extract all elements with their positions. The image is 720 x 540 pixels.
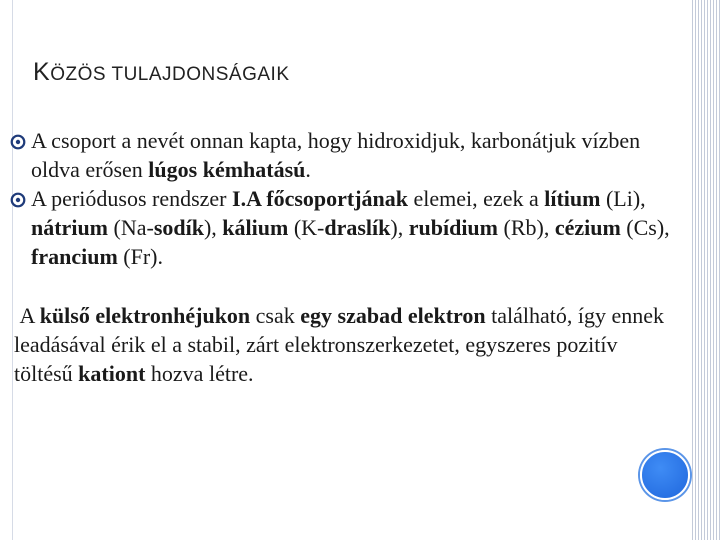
info-paragraph <box>10 301 670 388</box>
bullet-2-part: ), <box>390 215 409 240</box>
bullet-1-part: A csoport a nevét onnan kapta, hogy hidroxidjuk, karbonátjuk vízben oldva erősen <box>31 128 641 182</box>
bullet-item-1 <box>10 126 670 184</box>
bullet-1-bold: lúgos kémhatású <box>148 157 306 182</box>
bullet-2-part: ), <box>203 215 223 240</box>
paragraph-bold: kationt <box>78 361 146 386</box>
bullet-2-bold: francium <box>31 244 118 269</box>
bullet-1-text <box>31 128 640 182</box>
bullet-2-bold: lítium <box>544 186 601 211</box>
bullet-2-part: elemei, ezek a <box>408 186 545 211</box>
bullet-2-part: (Na- <box>108 215 154 240</box>
bullet-1-part: . <box>305 157 311 182</box>
bullet-2-bold: I.A főcsoportjának <box>232 186 409 211</box>
title-first-letter: K <box>33 58 51 86</box>
slide-title <box>33 58 290 87</box>
paragraph-bold: egy szabad elektron <box>300 303 486 328</box>
slide-body <box>10 126 670 388</box>
bullet-item-2 <box>10 184 670 271</box>
bullet-2-bold: cézium <box>554 215 621 240</box>
circle-bullet-icon <box>10 192 26 208</box>
bullet-2-bold: kálium <box>222 215 289 240</box>
paragraph-part: A <box>19 303 40 328</box>
bullet-2-bold: rubídium <box>408 215 498 240</box>
bullet-2-bold: sodík <box>153 215 204 240</box>
bullet-2-bold: draslík <box>324 215 391 240</box>
bullet-2-part: (K- <box>288 215 325 240</box>
title-rest: ÖZÖS TULAJDONSÁGAIK <box>50 64 290 85</box>
blue-circle-decoration <box>640 450 690 500</box>
bullet-2-part: A periódusos rendszer <box>31 186 233 211</box>
circle-bullet-icon <box>10 134 26 150</box>
bullet-2-part: (Cs), <box>620 215 670 240</box>
paragraph-bold: külső elektronhéjukon <box>39 303 251 328</box>
paragraph-part: csak <box>250 303 301 328</box>
paragraph-part: hozva létre. <box>145 361 254 386</box>
bullet-2-part: (Rb), <box>498 215 555 240</box>
bullet-2-text <box>31 186 670 269</box>
bullet-2-part: (Fr). <box>117 244 163 269</box>
decorative-stripe-band <box>690 0 720 540</box>
bullet-2-part: (Li), <box>600 186 646 211</box>
paragraph-part: található, így ennek leadásával érik el a stabil, zárt elektronszerkezetet, egyszeres pozitív töltésű <box>14 303 665 386</box>
paragraph-text <box>14 303 664 386</box>
bullet-2-bold: nátrium <box>31 215 108 240</box>
